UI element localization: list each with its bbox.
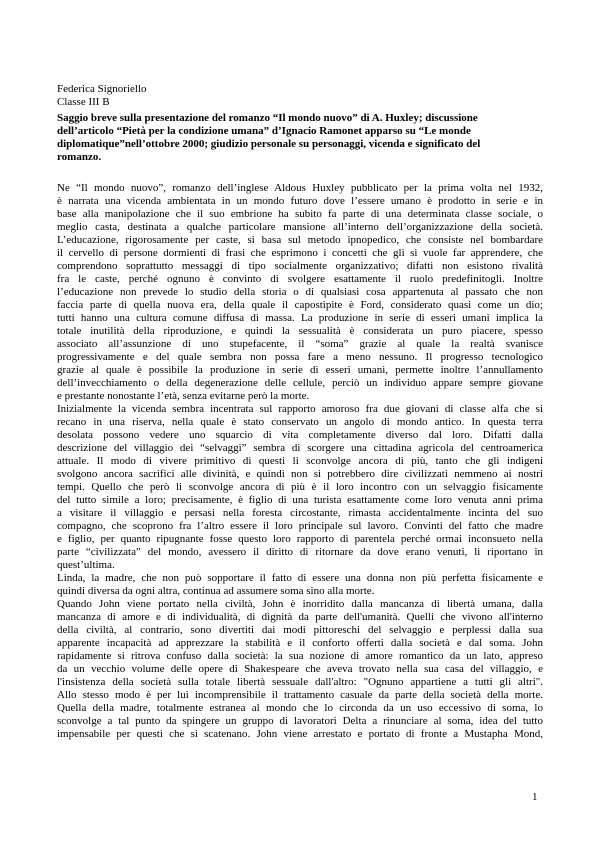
- body-line: da un vecchio volume delle opere di Shakespeare che aveva trovato nella sua casa del villaggio, e: [57, 663, 543, 675]
- title-line: romanzo.: [57, 151, 102, 163]
- body-line: parte “civilizzata” del mondo, avessero il diritto di ritornare da dove erano venuti, li riportano in: [57, 546, 543, 558]
- body-line: tutti hanno una cultura comune diffusa di massa. La produzione in serie di esseri umani implica la: [57, 312, 543, 324]
- author-name: Federica Signoriello: [57, 83, 147, 95]
- body-line: del tutto simile a loro; precisamente, è figlio di una turista esattamente come loro venuta anni prima: [57, 494, 543, 506]
- page-number: 1: [532, 791, 538, 803]
- body-line: il cervello di persone dormienti di frasi che esprimono i concetti che gli si vuole far apprendere, che: [57, 247, 543, 259]
- body-line: dell’invecchiamento o della degenerazione delle cellule, perciò un individuo appare sempre giovane: [57, 377, 543, 389]
- class-label: Classe III B: [57, 96, 110, 108]
- body-line: e figlio, per quanto ripugnante fosse questo loro rapporto di parentela perché ormai inconsueto nella: [57, 533, 543, 545]
- body-line: Quando John viene portato nella civiltà, John è inorridito dalla mancanza di libertà umana, dalla: [57, 598, 543, 610]
- document-header: [57, 83, 547, 109]
- body-line: compagno, che scoprono fra l’altro essere il loro principale sul lavoro. Convinti del fatto che madre: [57, 520, 543, 532]
- body-line: sconvolge a tal punto da spingere un gruppo di lavoratori Delta a rinunciare al soma, idea del tutto: [57, 715, 543, 727]
- body-line: l’educazione non prevede lo studio della storia o di qualsiasi cosa appartenuta al passato che non: [57, 286, 543, 298]
- body-line: a visitare il villaggio e persasi nella foresta circostante, rimasta accidentalmente incinta del suo: [57, 507, 543, 519]
- body-line: Ne “Il mondo nuovo”, romanzo dell’inglese Aldous Huxley pubblicato per la prima volta nel 1932,: [57, 182, 543, 194]
- body-line: Inizialmente la vicenda sembra incentrata sul rapporto amoroso fra due giovani di classe alfa che si: [57, 403, 543, 415]
- body-line: della civiltà, al contrario, sono divertiti dai modi pittoreschi del selvaggio e perplessi dalla sua: [57, 624, 543, 636]
- title-line: dell’articolo “Pietà per la condizione umana” d’Ignacio Ramonet apparso su “Le monde: [57, 125, 471, 137]
- body-line: l'insistenza della società sulla totale libertà sessuale dall'altro: "Ognuno appartiene a tutti gli altri".: [57, 676, 543, 688]
- body-line: è narrata una vicenda ambientata in un mondo futuro dove l’essere umano è prodotto in serie e in: [57, 195, 543, 207]
- body-line: apparente incapacità ad apprezzare la stabilità e il conforto offerti dalla società e dal soma. John: [57, 637, 543, 649]
- body-line: rapidamente si ritrova confuso dalla società: la sua nozione di amore romantico da un lato, appreso: [57, 650, 543, 662]
- body-line: associato all’assunzione di uno stupefacente, il “soma” grazie al quale la realtà svanisce: [57, 338, 543, 350]
- body-line: grazie al quale è possibile la produzione in serie di esseri umani, permette inoltre l’annullamento: [57, 364, 543, 376]
- body-line: recano in una riserva, nella quale è stato conservato un angolo di mondo antico. In questa terra: [57, 416, 543, 428]
- body-line: comprendono soprattutto messaggi di tipo socialmente organizzativo; difatti non esistono rivalità: [57, 260, 543, 272]
- body-line: svolgono ancora sacrifici alle divinità, e quindi non si potrebbero dire civilizzati nemmeno ai nostri: [57, 468, 543, 480]
- body-line: Allo stesso modo è per lui incomprensibile il trattamento casuale da parte della società della morte.: [57, 689, 543, 701]
- body-line: impensabile per questi che si scatenano. John viene arrestato e portato di fronte a Mustapha Mond,: [57, 728, 543, 740]
- body-line: totale inutilità della riproduzione, e quindi la sessualità è considerata un puro piacere, spesso: [57, 325, 543, 337]
- body-line: quest’ultima.: [57, 559, 115, 571]
- body-line: mancanza di amore e di individualità, di dignità da parte dell'umanità. Quelli che vivono all'interno: [57, 611, 543, 623]
- body-line: base alla manipolazione che il suo embrione ha subito fa parte di una determinata classe sociale, o: [57, 208, 543, 220]
- body-line: tempi. Quello che però li sconvolge ancora di più è il loro incontro con un selvaggio fisicamente: [57, 481, 543, 493]
- body-line: meglio casta, destinata a qualche particolare mansione all’interno dell’organizzazione della società.: [57, 221, 543, 233]
- body-line: attuale. Il modo di vivere primitivo di questi li sconvolge ancora di più, tanto che gli indigeni: [57, 455, 543, 467]
- essay-title: [57, 112, 543, 164]
- body-line: Linda, la madre, che non può sopportare il fatto di essere una donna non più perfetta fisicamente e: [57, 572, 543, 584]
- body-line: desolata possono vedere uno squarcio di vita completamente diverso dal loro. Difatti dalla: [57, 429, 543, 441]
- body-line: descrizione del villaggio dei “selvaggi” sembra di scorgere una cittadina agricola del centroamerica: [57, 442, 543, 454]
- body-line: Quella della madre, totalmente estranea al mondo che lo circonda da un uso eccessivo di soma, lo: [57, 702, 543, 714]
- title-line: diplomatique”nell’ottobre 2000; giudizio personale su personaggi, vicenda e significato del: [57, 138, 481, 150]
- body-line: L’educazione, rigorosamente per caste, si basa sul metodo ipnopedico, che consiste nel bombardare: [57, 234, 543, 246]
- body-line: faccia parte di quella nuova era, della quale il capostipite è Ford, considerato quasi come un dio;: [57, 299, 543, 311]
- body-line: progressivamente e del quale sembra non possa fare a meno nessuno. Il progresso tecnologico: [57, 351, 543, 363]
- body-line: fra le caste, perché ognuno è convinto di svolgere esattamente il ruolo predefinitogli. Inoltre: [57, 273, 543, 285]
- body-line: quindi diversa da ogni altra, continua ad assumere soma sino alla morte.: [57, 585, 375, 597]
- body-line: e prestante nonostante l’età, senza evitarne però la morte.: [57, 390, 310, 402]
- essay-body: [57, 182, 543, 741]
- title-line: Saggio breve sulla presentazione del romanzo “Il mondo nuovo” di A. Huxley; discussione: [57, 112, 478, 124]
